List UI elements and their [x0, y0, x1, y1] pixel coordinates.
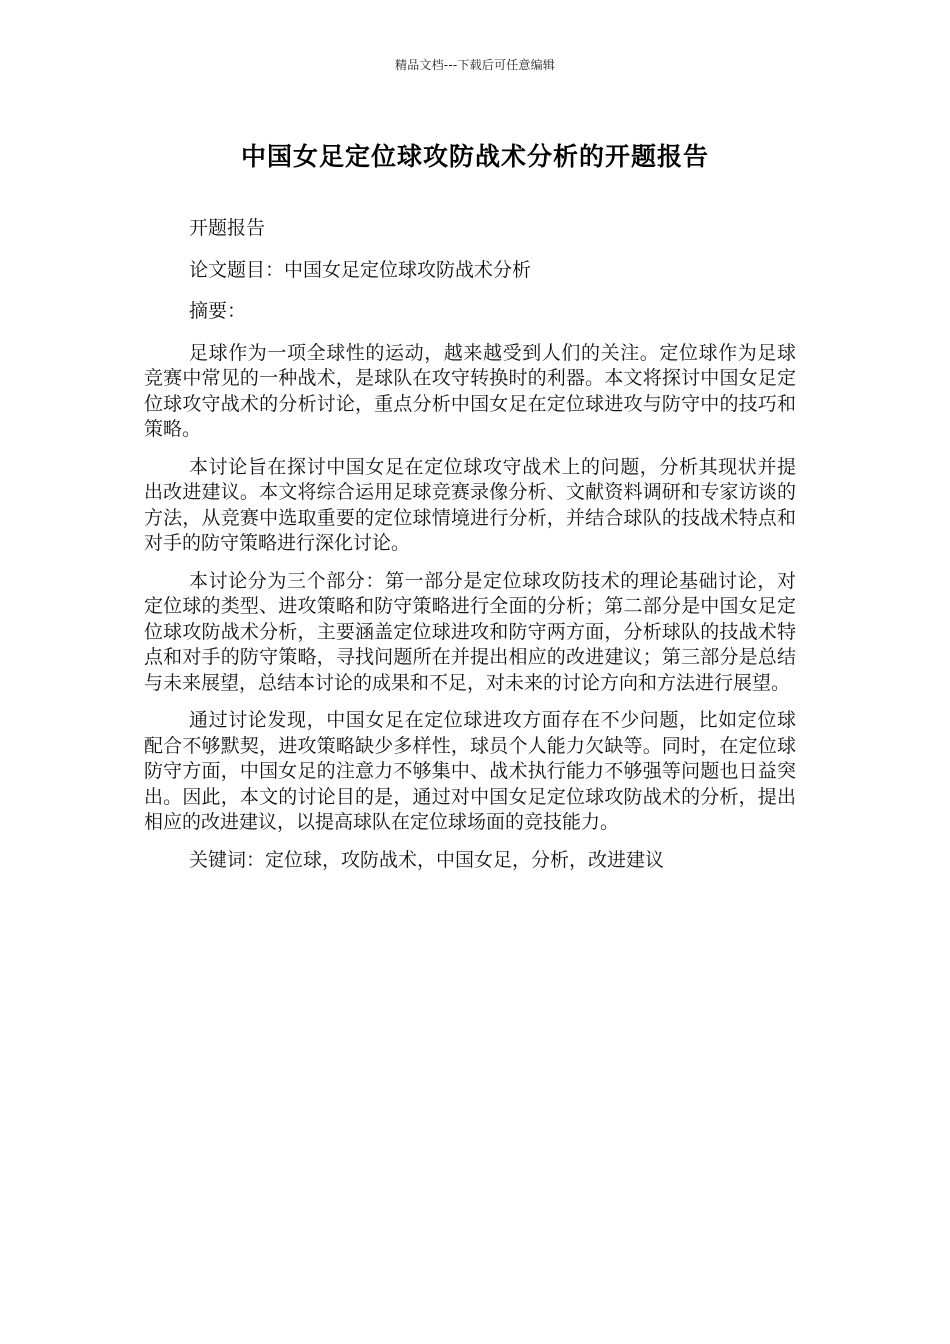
- paragraph-3: 本讨论分为三个部分：第一部分是定位球攻防技术的理论基础讨论，对定位球的类型、进攻策略和防守策略进行全面的分析；第二部分是中国女足定位球攻防战术分析，主要涵盖定位球进攻和防守两方面，分析球队的技战术特点和对手的防守策略，寻找问题所在并提出相应的改进建议；第三部分是总结与未来展望，总结本讨论的成果和不足，对未来的讨论方向和方法进行展望。: [144, 569, 796, 694]
- report-label: 开题报告: [189, 217, 266, 239]
- header-note: 精品文档---下载后可任意编辑: [395, 58, 555, 72]
- document-body: [144, 216, 796, 885]
- paragraph-1: 足球作为一项全球性的运动，越来越受到人们的关注。定位球作为足球竞赛中常见的一种战术，是球队在攻守转换时的利器。本文将探讨中国女足定位球攻守战术的分析讨论，重点分析中国女足在定位球进攻与防守中的技巧和策略。: [144, 341, 796, 440]
- paragraph-2: 本讨论旨在探讨中国女足在定位球攻守战术上的问题，分析其现状并提出改进建议。本文将综合运用足球竞赛录像分析、文献资料调研和专家访谈的方法，从竞赛中选取重要的定位球情境进行分析，并结合球队的技战术特点和对手的防守策略进行深化讨论。: [144, 455, 796, 554]
- document-title: 中国女足定位球攻防战术分析的开题报告: [240, 142, 709, 171]
- abstract-label: 摘要：: [189, 300, 247, 322]
- paragraph-4: 通过讨论发现，中国女足在定位球进攻方面存在不少问题，比如定位球配合不够默契，进攻策略缺少多样性，球员个人能力欠缺等。同时，在定位球防守方面，中国女足的注意力不够集中、战术执行能力不够强等问题也日益突出。因此，本文的讨论目的是，通过对中国女足定位球攻防战术的分析，提出相应的改进建议，以提高球队在定位球场面的竞技能力。: [144, 709, 796, 833]
- thesis-title-line: 论文题目：中国女足定位球攻防战术分析: [189, 258, 532, 281]
- keywords-line: 关键词：定位球，攻防战术，中国女足，分析，改进建议: [189, 848, 665, 871]
